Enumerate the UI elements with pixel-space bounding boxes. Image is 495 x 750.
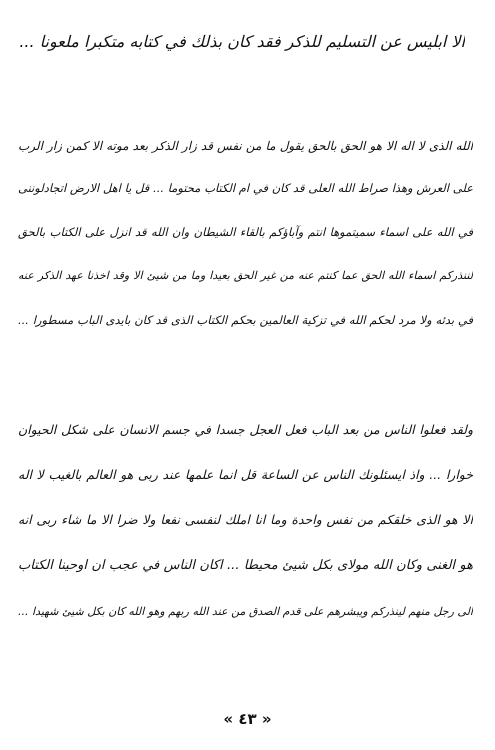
text-line: في بدئه ولا مرد لحكم الله في تزكية العالمين بحكم الكتاب الذى قد كان بايدى الباب مسطورا ... (18, 313, 473, 327)
text-line: في الله على اسماء سميتموها انتم وآباؤكم بالقاء الشيطان وان الله قد انزل على الكتاب بالحق (18, 225, 473, 239)
text-line: ولقد فعلوا الناس من بعد الباب فعل العجل جسدا في جسم الانسان على شكل الحيوان (18, 422, 473, 437)
text-line: لننذركم اسماء الله الحق عما كنتم عنه من غير الحق بعيدا وما من شيئ الا وقد اخذنا عهد الذكر عنه (18, 269, 473, 282)
text-line: الله الذى لا اله الا هو الحق بالحق يقول ما من نفس قد زار الذكر بعد موته الا كمن زار الرب (18, 139, 473, 153)
text-line: الى رجل منهم لينذركم ويبشرهم على قدم الصدق من عند الله ربهم وهو الله كان بكل شيئ شهيدا ... (18, 605, 473, 618)
text-line: هو الغنى وكان الله مولاى بكل شيئ محيطا ... اكان الناس في عجب ان اوحينا الكتاب (18, 558, 473, 573)
page-number: « ٤٣ » (223, 710, 272, 728)
text-line: خوارا ... واذ ايسئلونك الناس عن الساعة قل انما علمها عند ربى هو العالم بالغيب لا اله (18, 467, 473, 482)
text-line: الا هو الذى خلقكم من نفس واحدة وما انا املك لنفسى نفعا ولا ضرا الا ما شاء ربى انه (18, 512, 473, 527)
text-line: على العرش وهذا صراط الله العلى قد كان في ام الكتاب محتوما ... قل يا اهل الارض اتجادلوننى (18, 181, 473, 195)
text-line: الا ابليس عن التسليم للذكر فقد كان بذلك في كتابه متكبرا ملعونا ... (19, 32, 465, 51)
